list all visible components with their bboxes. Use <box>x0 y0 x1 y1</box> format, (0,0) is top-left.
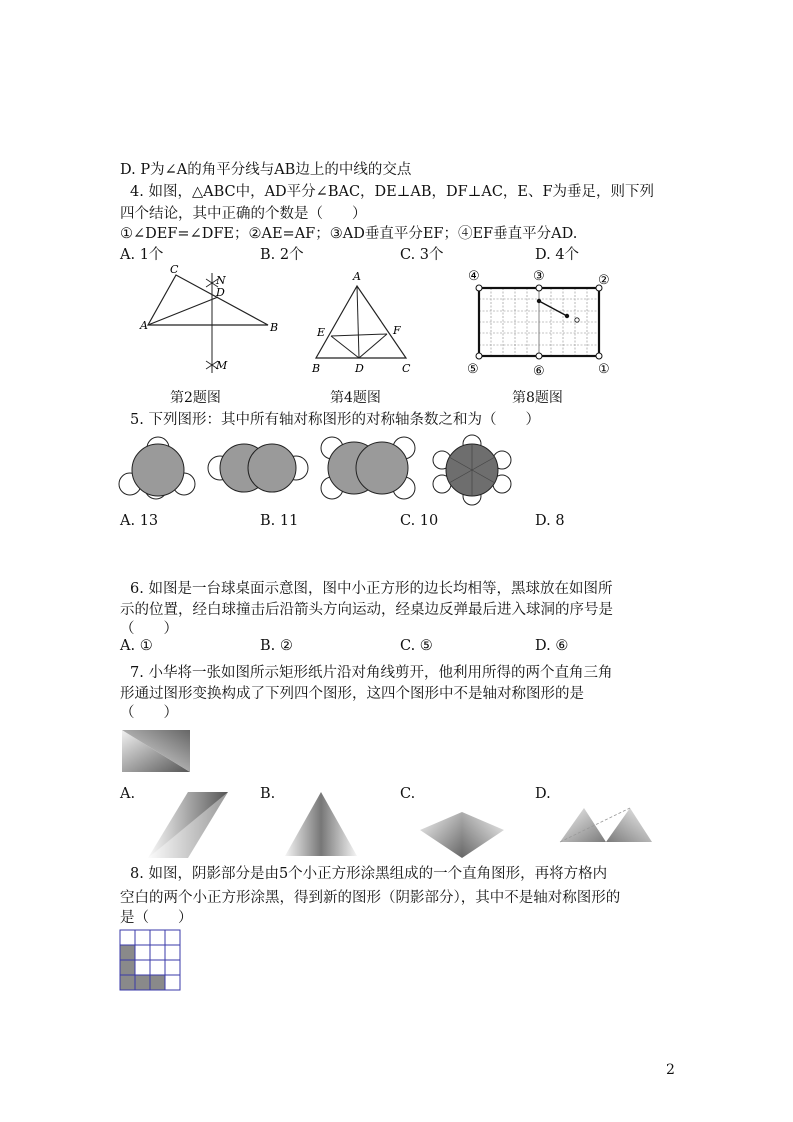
fig2-label-d: D <box>216 286 225 299</box>
q8-grid-figure <box>120 930 180 990</box>
q7-line1: 7. 小华将一张如图所示矩形纸片沿对角线剪开，他利用所得的两个直角三角 <box>130 665 613 681</box>
q6-line3: （ ） <box>120 621 178 637</box>
q6-option-c: C. ⑤ <box>400 638 433 654</box>
q5-shape-c <box>318 436 418 500</box>
q5-option-c: C. 10 <box>400 513 439 529</box>
fig8-label-5: ⑤ <box>467 362 479 377</box>
figure-q2 <box>140 265 280 380</box>
fig8-label-1: ① <box>598 362 610 377</box>
figure-q4 <box>310 268 420 376</box>
q8-line1: 8. 如图，阴影部分是由5个小正方形涂黑组成的一个直角图形，再将方格内 <box>130 866 608 882</box>
q6-line2: 示的位置，经白球撞击后沿箭头方向运动，经桌边反弹最后进入球洞的序号是 <box>120 602 613 618</box>
q7-shape-d <box>560 808 652 854</box>
q6-option-b: B. ② <box>260 638 293 654</box>
q7-shape-c <box>420 812 504 858</box>
fig4-label-d: D <box>355 362 364 375</box>
fig4-label-e: E <box>317 326 326 339</box>
q5-text: 5. 下列图形：其中所有轴对称图形的对称轴条数之和为（ ） <box>130 412 540 428</box>
fig2-label-b: B <box>270 321 279 334</box>
fig4-label-f: F <box>393 324 401 337</box>
q4-option-a: A. 1个 <box>120 247 164 263</box>
q7-option-d: D. <box>535 786 551 802</box>
q7-option-b: B. <box>260 786 276 802</box>
q4-option-d: D. 4个 <box>535 247 580 263</box>
q5-shape-b <box>206 440 310 496</box>
q8-line2: 空白的两个小正方形涂黑，得到新的图形（阴影部分），其中不是轴对称图形的 <box>120 890 621 906</box>
page-number: 2 <box>666 1062 675 1078</box>
q7-rectangle-figure <box>122 730 190 772</box>
q7-shape-a <box>148 792 230 858</box>
fig2-label-n: N <box>216 274 226 287</box>
q8-line3: 是（ ） <box>120 910 193 926</box>
q4-option-c: C. 3个 <box>400 247 444 263</box>
fig2-label-a: A <box>140 319 148 332</box>
q5-option-d: D. 8 <box>535 513 565 529</box>
q4-option-b: B. 2个 <box>260 247 304 263</box>
q4-line3: ①∠DEF=∠DFE；②AE=AF；③AD垂直平分EF；④EF垂直平分AD. <box>120 226 578 242</box>
fig8-label-2: ② <box>598 273 610 288</box>
q7-line2: 形通过图形变换构成了下列四个图形，这四个图形中不是轴对称图形的是 <box>120 686 584 702</box>
q5-shape-d <box>432 436 512 502</box>
q7-option-a: A. <box>120 786 136 802</box>
q6-line1: 6. 如图是一台球桌面示意图，图中小正方形的边长均相等，黑球放在如图所 <box>130 581 613 597</box>
caption-fig2: 第2题图 <box>170 390 221 406</box>
q7-line3: （ ） <box>120 705 178 721</box>
fig8-label-3: ③ <box>533 269 545 284</box>
q6-option-d: D. ⑥ <box>535 638 569 654</box>
fig8-label-4: ④ <box>468 269 480 284</box>
fig8-label-6: ⑥ <box>533 364 545 379</box>
fig2-label-c: C <box>170 263 179 276</box>
fig2-label-m: M <box>216 359 228 372</box>
caption-fig8: 第8题图 <box>512 390 563 406</box>
q5-shape-a <box>118 436 198 500</box>
q4-line2: 四个结论，其中正确的个数是（ ） <box>120 206 367 222</box>
caption-fig4: 第4题图 <box>330 390 381 406</box>
q4-line1: 4. 如图，△ABC中，AD平分∠BAC，DE⊥AB，DF⊥AC，E、F为垂足，则下列 <box>130 184 655 200</box>
fig4-label-a: A <box>353 270 361 283</box>
fig4-label-b: B <box>312 362 321 375</box>
q5-option-b: B. 11 <box>260 513 299 529</box>
figure-q8 <box>465 268 615 379</box>
q6-option-a: A. ① <box>120 638 153 654</box>
q5-option-a: A. 13 <box>120 513 159 529</box>
q7-option-c: C. <box>400 786 416 802</box>
q7-shape-b <box>285 792 357 858</box>
fig4-label-c: C <box>402 362 411 375</box>
q3-option-d: D. P为∠A的角平分线与AB边上的中线的交点 <box>120 162 412 178</box>
